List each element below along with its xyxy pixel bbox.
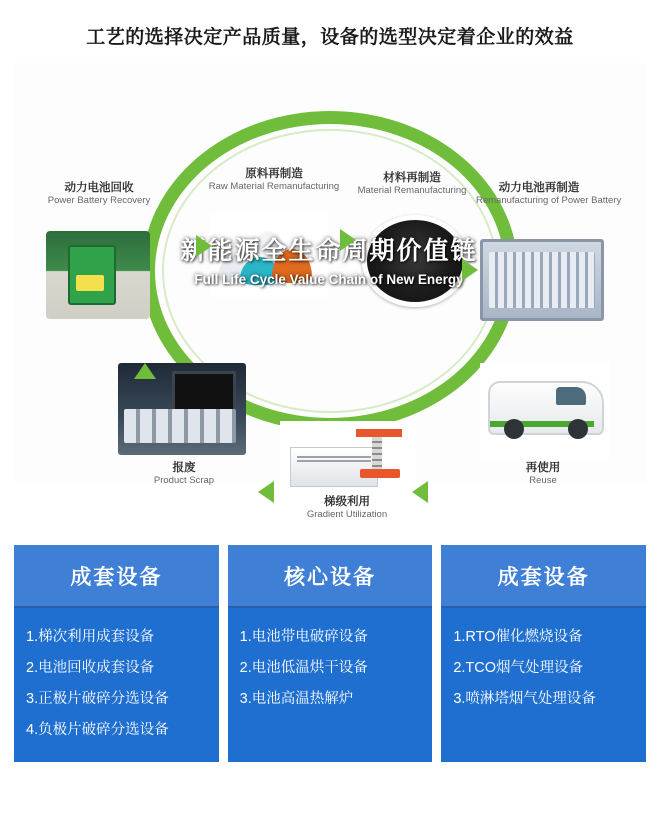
equipment-cards xyxy=(14,545,646,762)
node-label-cn: 报废 xyxy=(172,462,196,474)
list-item[interactable]: 1.电池带电破碎设备 xyxy=(239,629,368,645)
list-item[interactable]: 2.电池回收成套设备 xyxy=(26,660,155,677)
node-label-en: Gradient Utilization xyxy=(306,509,388,521)
arrow-left-bottom-2 xyxy=(258,481,274,503)
card-body xyxy=(441,608,646,731)
card-title: 成套设备 xyxy=(441,545,646,608)
list-item[interactable]: 3.正极片破碎分选设备 xyxy=(26,691,169,708)
card-title: 成套设备 xyxy=(14,545,219,608)
node-label-en: Reuse xyxy=(529,475,557,487)
lifecycle-diagram xyxy=(14,63,646,521)
node-label-cn: 梯级利用 xyxy=(324,496,370,508)
node-label-en: Material Remanufacturing xyxy=(357,185,467,197)
list-item[interactable]: 1.RTO催化燃烧设备 xyxy=(453,629,583,645)
equipment-card-3[interactable] xyxy=(441,545,646,762)
card-body xyxy=(14,608,219,762)
node-label-scrap xyxy=(124,461,244,487)
list-item[interactable]: 2.电池低温烘干设备 xyxy=(239,660,368,677)
node-image-battery-recovery xyxy=(46,231,150,319)
node-label-cn: 原料再制造 xyxy=(245,168,303,180)
list-item[interactable]: 2.TCO烟气处理设备 xyxy=(453,660,584,677)
node-label-gradient xyxy=(272,495,422,521)
node-label-reuse xyxy=(488,461,598,487)
list-item[interactable]: 1.梯次利用成套设备 xyxy=(26,629,155,645)
node-label-en: Product Scrap xyxy=(153,475,215,487)
arrow-right-top xyxy=(196,235,212,257)
node-image-electric-van xyxy=(480,363,610,459)
node-label-battery-recovery xyxy=(34,181,164,207)
list-item[interactable]: 3.喷淋塔烟气处理设备 xyxy=(453,691,596,708)
card-title: 核心设备 xyxy=(228,545,433,608)
node-label-en: Raw Material Remanufacturing xyxy=(208,181,340,193)
node-image-battery-pack xyxy=(480,239,604,321)
page-title: 工艺的选择决定产品质量，设备的选型决定着企业的效益 xyxy=(86,27,574,48)
arrow-up-left xyxy=(134,363,156,379)
node-label-en: Remanufacturing of Power Battery xyxy=(476,195,622,207)
diagram-center-title xyxy=(164,231,494,287)
arrow-right-top-2 xyxy=(340,229,356,251)
center-title-en: Full Life Cycle Value Chain of New Energy xyxy=(194,272,464,287)
equipment-card-2[interactable] xyxy=(228,545,433,762)
arrow-right-top-3 xyxy=(462,259,478,281)
node-label-cn: 再使用 xyxy=(525,462,561,474)
equipment-card-1[interactable] xyxy=(14,545,219,762)
node-label-cn: 动力电池回收 xyxy=(64,182,134,194)
list-item[interactable]: 4.负极片破碎分选设备 xyxy=(26,722,169,739)
node-label-battery-pack xyxy=(476,181,622,207)
node-label-material xyxy=(332,171,492,197)
arrow-left-bottom xyxy=(412,481,428,503)
node-label-en: Power Battery Recovery xyxy=(47,195,151,207)
node-label-cn: 材料再制造 xyxy=(383,172,441,184)
node-image-energy-storage xyxy=(280,421,416,497)
node-label-cn: 动力电池再制造 xyxy=(498,182,580,194)
list-item[interactable]: 3.电池高温热解炉 xyxy=(239,691,354,708)
card-body xyxy=(228,608,433,731)
center-title-cn: 新能源全生命周期价值链 xyxy=(180,237,478,265)
